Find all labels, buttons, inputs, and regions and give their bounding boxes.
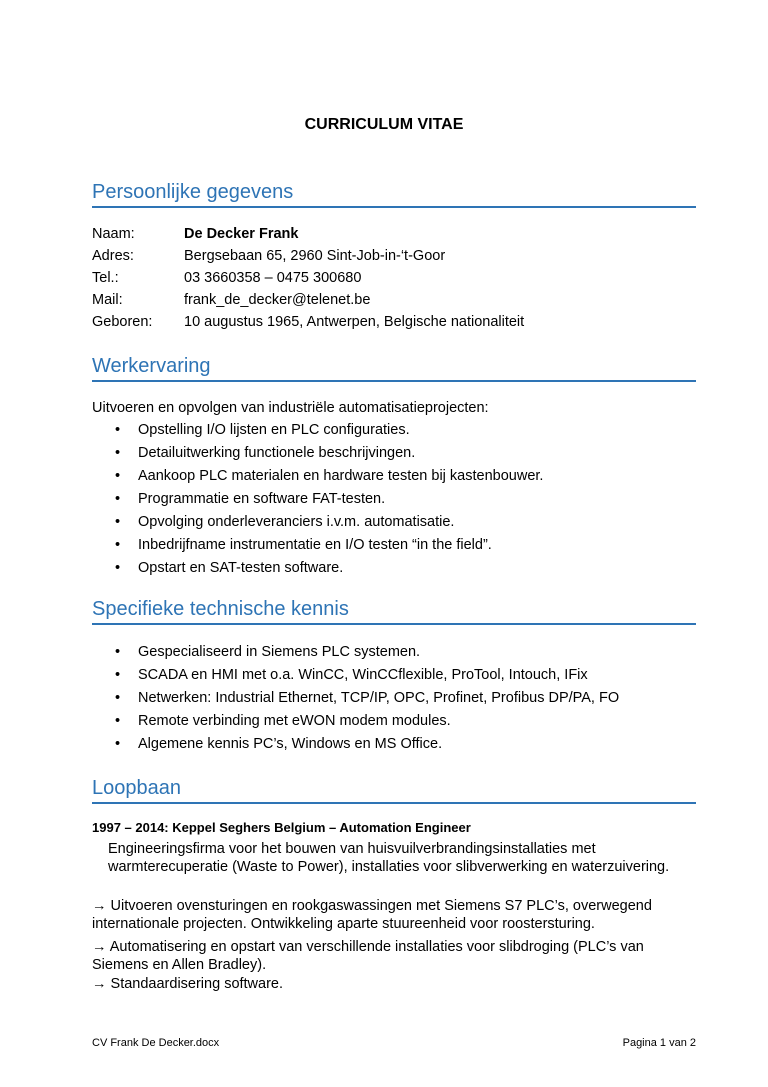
field-value: De Decker Frank	[184, 226, 299, 242]
list-item: • Opvolging onderleveranciers i.v.m. automatisatie.	[115, 514, 455, 530]
arrow-icon: →	[92, 898, 107, 914]
document-title: CURRICULUM VITAE	[304, 116, 464, 133]
list-item: • Opstart en SAT-testen software.	[115, 560, 344, 576]
list-item: • Programmatie en software FAT-testen.	[115, 491, 386, 507]
bullet-icon: •	[115, 491, 121, 507]
personal-row-address	[92, 247, 445, 265]
field-label: Mail:	[92, 292, 123, 308]
work-bullet-list	[92, 421, 543, 582]
list-item: • Algemene kennis PC’s, Windows en MS Office.	[115, 736, 443, 752]
list-item: • Aankoop PLC materialen en hardware testen bij kastenbouwer.	[115, 468, 544, 484]
list-item: • Gespecialiseerd in Siemens PLC systemen.	[115, 644, 421, 660]
section-heading-work: Werkervaring	[92, 354, 696, 382]
field-label: Adres:	[92, 248, 134, 264]
personal-row-born	[92, 313, 524, 331]
footer-page-number: Pagina 1 van 2	[622, 1037, 696, 1049]
skills-bullet-list	[92, 643, 619, 758]
bullet-icon: •	[115, 667, 121, 683]
career-item: → Automatisering en opstart van verschillende installaties voor slibdroging (PLC’s van Siemens en Allen Bradley).	[92, 939, 644, 973]
bullet-icon: •	[115, 514, 121, 530]
bullet-icon: •	[115, 690, 121, 706]
list-item: • Netwerken: Industrial Ethernet, TCP/IP, OPC, Profinet, Profibus DP/PA, FO	[115, 690, 620, 706]
arrow-icon: →	[92, 939, 107, 955]
bullet-icon: •	[115, 713, 121, 729]
bullet-icon: •	[115, 644, 121, 660]
section-heading-personal: Persoonlijke gegevens	[92, 180, 696, 208]
bullet-icon: •	[115, 422, 121, 438]
list-item: • SCADA en HMI met o.a. WinCC, WinCCflexible, ProTool, Intouch, IFix	[115, 667, 588, 683]
personal-row-name	[92, 225, 298, 243]
personal-row-phone	[92, 269, 361, 287]
work-intro: Uitvoeren en opvolgen van industriële automatisatieprojecten:	[92, 400, 489, 416]
bullet-icon: •	[115, 468, 121, 484]
career-item: → Standaardisering software.	[92, 976, 284, 992]
footer-filename: CV Frank De Decker.docx	[92, 1037, 220, 1049]
list-item: • Opstelling I/O lijsten en PLC configuraties.	[115, 422, 410, 438]
job-description: Engineeringsfirma voor het bouwen van huisvuilverbrandingsinstallaties met warmterecuperatie (Waste to Power), installaties voor slibverwerking en waterzuivering.	[108, 841, 670, 875]
list-item: • Inbedrijfname instrumentatie en I/O testen “in the field”.	[115, 537, 492, 553]
field-value: frank_de_decker@telenet.be	[184, 292, 371, 308]
job-title: 1997 – 2014: Keppel Seghers Belgium – Automation Engineer	[92, 820, 471, 835]
section-heading-skills: Specifieke technische kennis	[92, 597, 696, 625]
field-label: Tel.:	[92, 270, 119, 286]
field-value: Bergsebaan 65, 2960 Sint-Job-in-‘t-Goor	[184, 248, 446, 264]
field-value: 10 augustus 1965, Antwerpen, Belgische nationaliteit	[184, 314, 525, 330]
personal-row-mail	[92, 291, 370, 309]
career-item: → Uitvoeren ovensturingen en rookgaswassingen met Siemens S7 PLC’s, overwegend internationale projecten. Ontwikkeling aparte stuureenheid voor roostersturing.	[92, 898, 652, 932]
field-label: Geboren:	[92, 314, 153, 330]
bullet-icon: •	[115, 537, 121, 553]
field-label: Naam:	[92, 226, 135, 242]
arrow-icon: →	[92, 976, 107, 992]
section-heading-career: Loopbaan	[92, 776, 696, 804]
list-item: • Detailuitwerking functionele beschrijvingen.	[115, 445, 416, 461]
bullet-icon: •	[115, 445, 121, 461]
list-item: • Remote verbinding met eWON modem modules.	[115, 713, 451, 729]
field-value: 03 3660358 – 0475 300680	[184, 270, 362, 286]
bullet-icon: •	[115, 736, 121, 752]
bullet-icon: •	[115, 560, 121, 576]
